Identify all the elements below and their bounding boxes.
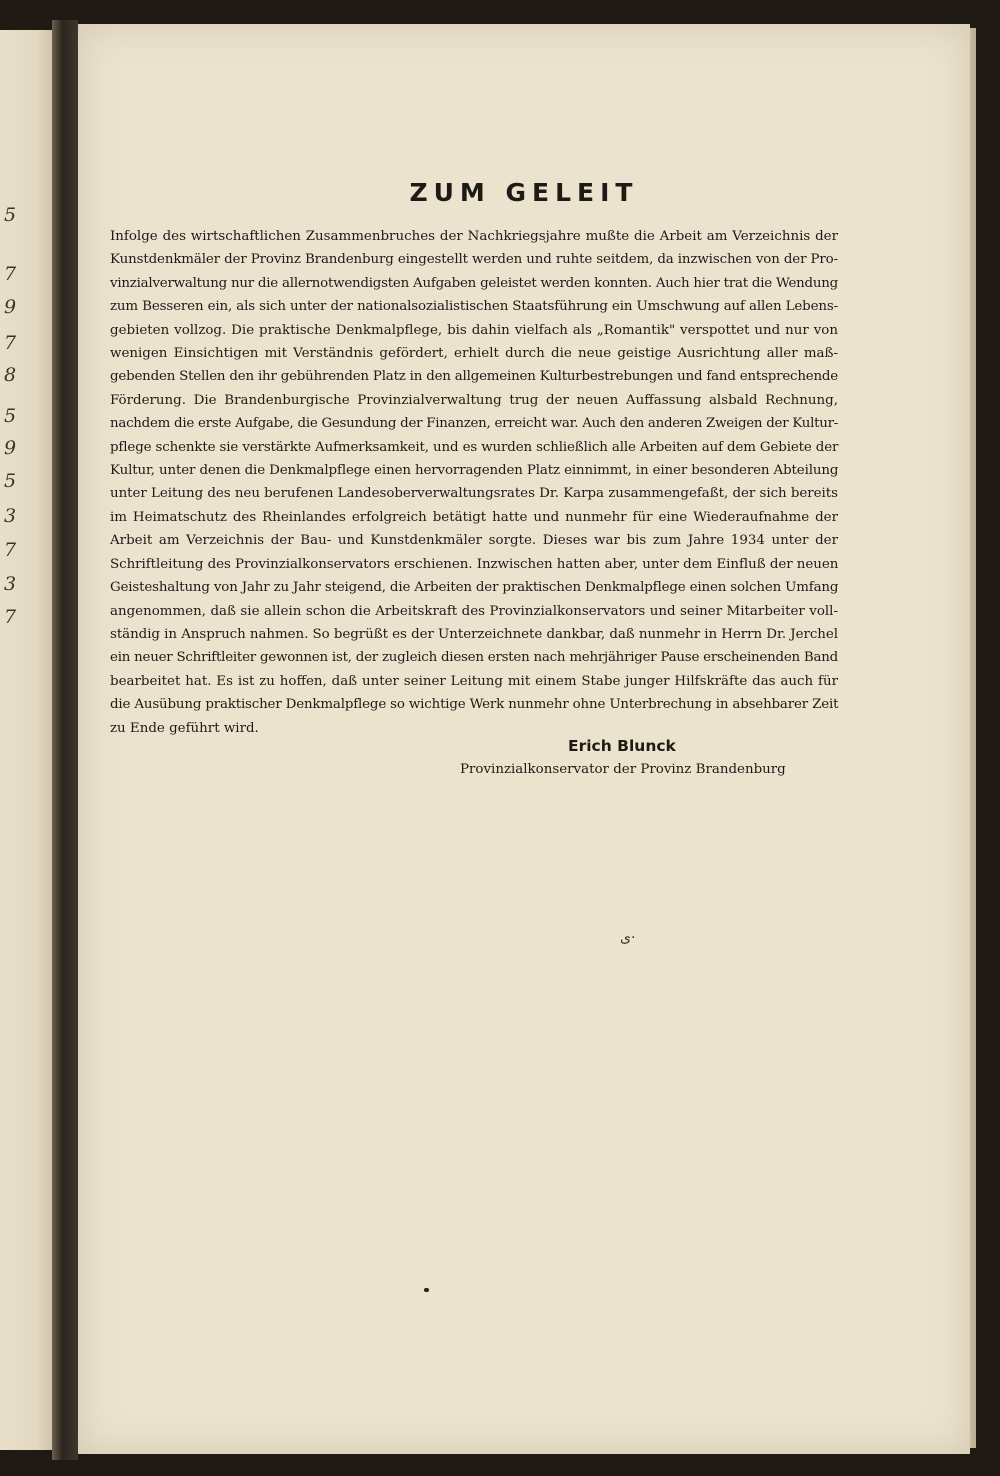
text-line: Förderung. Die Brandenburgische Provinzialverwaltung trug der neuen Auffassung alsbald Rechnung, bbox=[110, 392, 838, 408]
margin-number: 3 bbox=[4, 505, 17, 527]
text-line: angenommen, daß sie allein schon die Arbeitskraft des Provinzialkonservators und seiner Mitarbeiter voll- bbox=[110, 603, 838, 619]
text-line: nachdem die erste Aufgabe, die Gesundung der Finanzen, erreicht war. Auch den anderen Zweigen der Kultur- bbox=[110, 416, 838, 432]
text-line: die Ausübung praktischer Denkmalpflege so wichtige Werk nunmehr ohne Unterbrechung in absehbarer Zeit bbox=[110, 697, 839, 713]
margin-number: 5 bbox=[4, 204, 17, 226]
margin-number: 7 bbox=[4, 263, 17, 285]
body-text bbox=[110, 225, 838, 740]
text-line: zu Ende geführt wird. bbox=[110, 720, 259, 736]
margin-number: 7 bbox=[4, 606, 17, 628]
text-line: Infolge des wirtschaftlichen Zusammenbruches der Nachkriegsjahre mußte die Arbeit am Verzeichnis der bbox=[110, 229, 838, 244]
text-line: pflege schenkte sie verstärkte Aufmerksamkeit, und es wurden schließlich alle Arbeiten auf dem Gebiete der bbox=[110, 439, 839, 455]
text-line: Schriftleitung des Provinzialkonservators erschienen. Inzwischen hatten aber, unter dem Einfluß der neuen bbox=[110, 556, 839, 572]
signature-name: Erich Blunck bbox=[568, 737, 676, 755]
text-line: bearbeitet hat. Es ist zu hoffen, daß unter seiner Leitung mit einem Stabe junger Hilfskräfte das auch für bbox=[110, 673, 838, 689]
page-title: ZUM GELEIT bbox=[409, 178, 639, 207]
book-page bbox=[78, 24, 970, 1454]
text-line: ein neuer Schriftleiter gewonnen ist, der zugleich diesen ersten nach mehrjähriger Pause erscheinenden Band bbox=[110, 650, 838, 666]
margin-number: 9 bbox=[4, 296, 17, 318]
text-line: ständig in Anspruch nahmen. So begrüßt es der Unterzeichnete dankbar, daß nunmehr in Herrn Dr. Jerchel bbox=[110, 626, 838, 642]
margin-number: 7 bbox=[4, 539, 17, 561]
text-line: gebieten vollzog. Die praktische Denkmalpflege, bis dahin vielfach als „Romantik" verspottet und nur von bbox=[110, 322, 838, 338]
margin-number: 5 bbox=[4, 405, 17, 427]
text-line: zum Besseren ein, als sich unter der nationalsozialistischen Staatsführung ein Umschwung auf allen Lebens- bbox=[110, 299, 838, 315]
margin-number: 3 bbox=[4, 573, 17, 595]
text-line: Geisteshaltung von Jahr zu Jahr steigend, die Arbeiten der praktischen Denkmalpflege einen solchen Umfang bbox=[110, 580, 839, 596]
margin-number: 8 bbox=[4, 364, 17, 386]
book-gutter bbox=[52, 20, 78, 1460]
text-line: im Heimatschutz des Rheinlandes erfolgreich betätigt hatte und nunmehr für eine Wiederaufnahme der bbox=[110, 509, 838, 525]
text-line: wenigen Einsichtigen mit Verständnis gefördert, erhielt durch die neue geistige Ausrichtung aller maß- bbox=[110, 346, 838, 362]
text-line: unter Leitung des neu berufenen Landesoberverwaltungsrates Dr. Karpa zusammengefaßt, der sich bereits bbox=[110, 486, 838, 502]
margin-number: 7 bbox=[4, 332, 17, 354]
text-line: gebenden Stellen den ihr gebührenden Platz in den allgemeinen Kulturbestrebungen und fand entsprechende bbox=[110, 369, 838, 385]
left-facing-page bbox=[0, 30, 52, 1450]
text-line: Arbeit am Verzeichnis der Bau- und Kunstdenkmäler sorgte. Dieses war bis zum Jahre 1934 unter der bbox=[110, 533, 838, 549]
ink-mark: ى· bbox=[620, 930, 636, 946]
signature-title: Provinzialkonservator der Provinz Brandenburg bbox=[460, 762, 786, 777]
margin-number: 5 bbox=[4, 470, 17, 492]
ink-dot bbox=[424, 1288, 429, 1292]
text-line: Kultur, unter denen die Denkmalpflege einen hervorragenden Platz einnimmt, in einer besonderen Abteilung bbox=[110, 463, 839, 479]
text-line: vinzialverwaltung nur die allernotwendigsten Aufgaben geleistet werden konnten. Auch hier trat die Wendung bbox=[110, 275, 838, 291]
margin-number: 9 bbox=[4, 437, 17, 459]
text-line: Kunstdenkmäler der Provinz Brandenburg eingestellt werden und ruhte seitdem, da inzwischen von der Pro- bbox=[110, 252, 838, 268]
